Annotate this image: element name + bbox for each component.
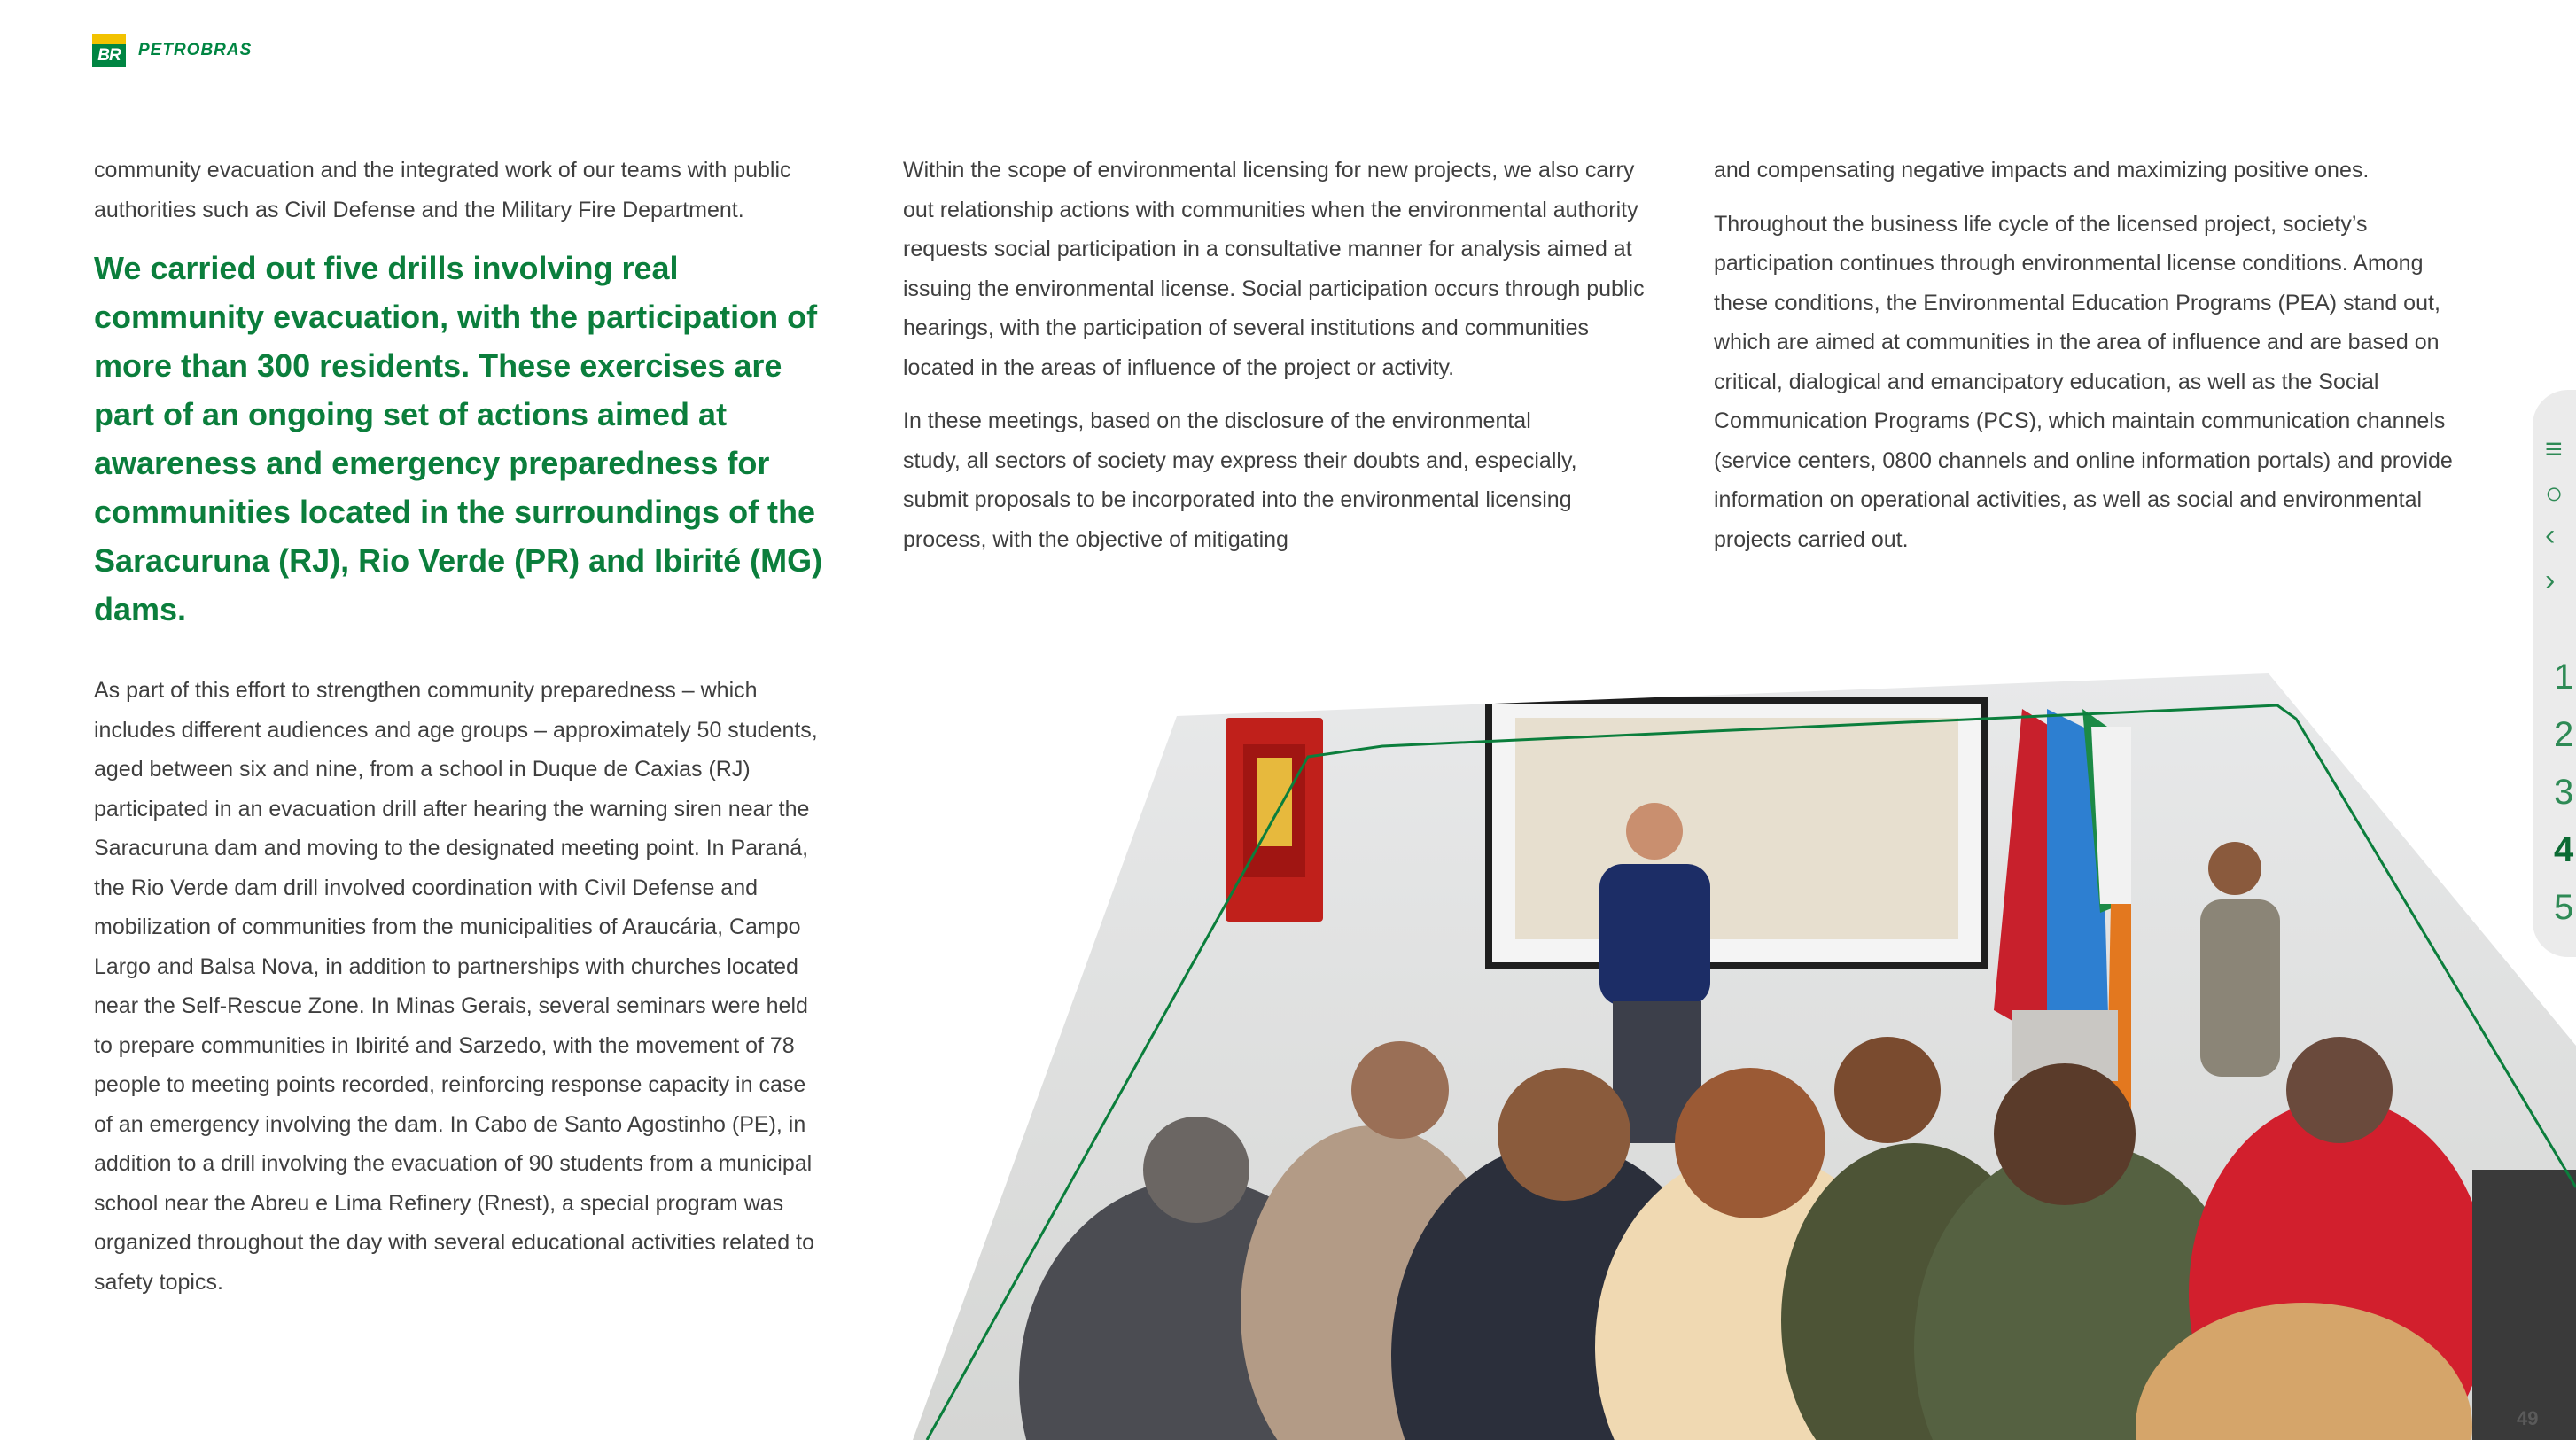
col2-paragraph-2: In these meetings, based on the disclosure of the environmental study, all sectors of society may express their doubts and, especially, submit proposals to be incorporated into the environmental licensing process, with the objective of mitigating bbox=[903, 409, 1577, 552]
text-column-2 bbox=[903, 151, 1665, 573]
chapter-3-link[interactable]: 3 bbox=[2554, 773, 2574, 812]
side-navigation bbox=[2533, 390, 2576, 957]
text-column-1 bbox=[94, 151, 838, 1316]
chapter-1-link[interactable]: 1 bbox=[2554, 658, 2574, 697]
col1-body: As part of this effort to strengthen community preparedness – which includes different audiences and age groups – approximately 50 students, aged between six and nine, from a school in Duque de Caxias (RJ) participated in an evacuation drill after hearing the warning siren near the Saracuruna dam and moving to the designated meeting point. In Paraná, the Rio Verde dam drill involved coordination with Civil Defense and mobilization of communities from the municipalities of Araucária, Campo Largo and Balsa Nova, in addition to partnerships with churches located near the Self-Rescue Zone. In Minas Gerais, several seminars were held to prepare communities in Ibirité and Sarzedo, with the movement of 78 people to meeting points recorded, reinforcing response capacity in case of an emergency involving the dam. In Cabo de Santo Agostinho (PE), in addition to a drill involving the evacuation of 90 students from a municipal school near the Abreu e Lima Refinery (Rnest), a special program was organized throughout the day with several educational activities related to safety topics. bbox=[94, 678, 818, 1295]
community-meeting-photo bbox=[904, 673, 2576, 1440]
search-icon[interactable]: ○ bbox=[2545, 477, 2564, 510]
page-number: 49 bbox=[2517, 1407, 2539, 1429]
brand-name: PETROBRAS bbox=[138, 41, 253, 59]
chevron-left-icon[interactable]: ‹ bbox=[2545, 518, 2556, 552]
petrobras-logo bbox=[92, 32, 252, 69]
photo-illustration bbox=[904, 673, 2576, 1440]
br-logo-icon bbox=[92, 34, 126, 67]
logo-mark-text: BR bbox=[92, 44, 126, 67]
menu-icon[interactable]: ≡ bbox=[2545, 432, 2563, 466]
text-column-3 bbox=[1714, 151, 2467, 573]
col3-paragraph-1: and compensating negative impacts and maximizing positive ones. bbox=[1714, 158, 2370, 183]
chapter-2-link[interactable]: 2 bbox=[2554, 715, 2574, 754]
col1-intro: community evacuation and the integrated work of our teams with public authorities such as Civil Defense and the Military Fire Department. bbox=[94, 158, 791, 222]
chevron-right-icon[interactable]: › bbox=[2545, 564, 2556, 597]
chapter-5-link[interactable]: 5 bbox=[2554, 888, 2574, 927]
col2-paragraph-1: Within the scope of environmental licensing for new projects, we also carry out relationship actions with communities when the environmental authority requests social participation in a consultative manner for analysis aimed at issuing the environmental license. Social participation occurs through public hearings, with the participation of several institutions and communities located in the areas of influence of the project or activity. bbox=[903, 158, 1645, 380]
col3-paragraph-2: Throughout the business life cycle of the licensed project, society’s participation continues through environmental license conditions. Among these conditions, the Environmental Education Programs (PEA) stand out, which are aimed at communities in the area of influence and are based on critical, dialogical and emancipatory education, as well as the Social Communication Programs (PCS), which maintain communication channels (service centers, 0800 channels and online information portals) and provide information on operational activities, as well as social and environmental projects carried out. bbox=[1714, 211, 2453, 552]
chapter-4-link[interactable]: 4 bbox=[2554, 830, 2574, 869]
highlight-statement: We carried out five drills involving real community evacuation, with the participation of more than 300 residents. These exercises are part of an ongoing set of actions aimed at awareness and emergency preparedness for communities located in the surroundings of the Saracuruna (RJ), Rio Verde (PR) and Ibirité (MG) dams. bbox=[94, 250, 823, 627]
